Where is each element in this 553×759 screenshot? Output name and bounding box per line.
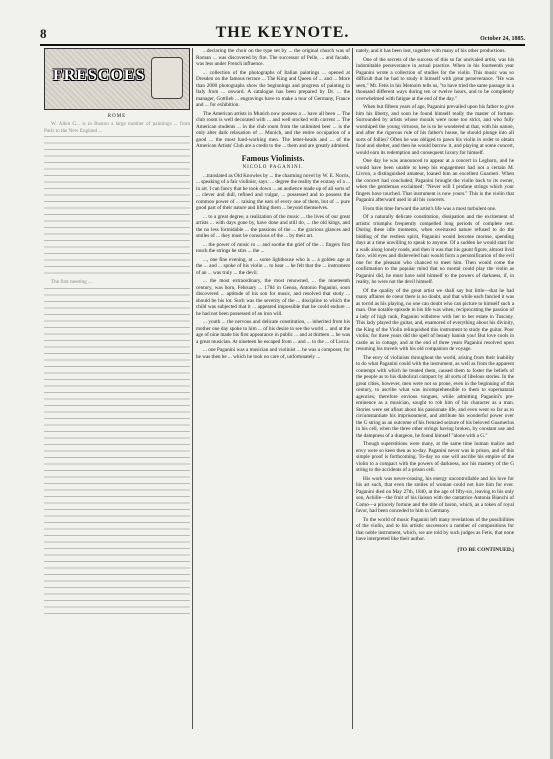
- issue-date: October 24, 1885.: [480, 36, 525, 42]
- article-paragraph: ... the most extraordinary, the most renowned, ... the nineteenth century, was born, February ... 1784 in Genoa, Antonio Paganini, soon discovered ... aptitude of his son for music, and resolved that study ... should be his lot. Such was the severity of the ... discipline to which the child was subjected that it ... appeared impossible that he could endure ... he had not been possessed of an iron will.: [196, 278, 350, 317]
- column-1: [44, 48, 190, 729]
- column-2: [196, 48, 350, 729]
- col1-paragraph: The first meeting ...: [51, 279, 92, 285]
- col2-paragraph: The American artists in Munich now possess a ... have all been ... The club room is well decorated with ... and well stocked with current ... The American students ... in the club room from the unlimited beer ... is the only alter dark relaxation of ... Munich, and the entire occupation of a good ... the most hard-working men. The letter-heads and ... of the American Artists' Club are a credit to the ... them and are greatly admired.: [196, 110, 350, 149]
- page-header: [40, 20, 525, 46]
- frescoes-banner: [44, 48, 190, 110]
- masthead-title: THE KEYNOTE.: [215, 24, 350, 41]
- article-paragraph: ...translated as Old Knowles by ... the charming novel by W. E. Norris, ... speaking of a fair violinist, says: ... degree the reality the ecstasy of a ... in art. I can fancy that he took down ... an audience made up of all sorts of ... clever and dull, refined and vulgar, ... possessed and to possess the common power of ... raising the ears of every one of them, but of ... pure good part of their nature and lifting them ... beyond themselves.: [196, 172, 350, 211]
- col2-paragraph: ...declaring the choir on the type set by ... the original church was of Roman ... was discovered by fire. The successor of Pelle, ... and facade, was less under French influence.: [196, 48, 350, 67]
- article-title: Famous Violinists.: [241, 153, 305, 163]
- column-rule-2: [352, 48, 353, 729]
- continued-note: [TO BE CONTINUED.]: [457, 546, 514, 553]
- col1-paragraph: W. Allen G... is in Boston a large number of paintings ... from Paris to the New England ...: [44, 121, 190, 134]
- col3-paragraph: Though superstitions were many, at the same time human malice and envy were so keen then as to-day. Paganini never was in prison, and of this simple proof is forthcoming. To-day no one will ascribe his empire of the violin to a compact with the powers of darkness, nor his mastery of the G string to the accidents of a prison cell.: [356, 441, 514, 473]
- col3-paragraph: nately, and it has been lost, together with many of his other productions.: [356, 48, 506, 54]
- col3-paragraph: One day he was announced to appear at a concert in Leghorn, and he would have been unable to keep his engagement had not a certain M. Livron, a distinguished amateur, loaned him an excellent Guarneri. When the concert had concluded, Paganini brought the violin back to its owner, when the gentleman exclaimed: "Never will I profane strings which your fingers have touched. That instrument is now yours." This is the violin that Paganini afterward used in all his concerts.: [356, 158, 514, 203]
- column-rule-1: [192, 48, 193, 729]
- article-paragraph: ..., one fine evening, at ... some lighthouse who is ... a golden age at the ... and ... spoke of his violin ... to hear ... he felt that the ... instrument of an ... was truly ... the devil.: [196, 256, 350, 276]
- col3-paragraph: Of the quality of the great artist we shall say but little—that he had many affaires de coeur there is no doubt, and that while each fancied it was as torrid as his playing, no one can doubt who can picture to himself such a man. One notable episode in his life was when, reciprocating the passion of a lady of high rank, Paganini withdrew with her to her estate in Tuscany. This lady played the guitar, and, enamored of everything about his divinity, the King of the Violin relinquished this instrument to study the guitar. Poor violin; for three years did the spell of beauty banish you! But love cools in castle as in cottage, and at the end of three years Paganini resolved upon resuming his travels with his old companion de voyage.: [356, 287, 514, 352]
- banner-text: FRESCOES: [53, 67, 146, 84]
- faded-text-block: [44, 288, 190, 618]
- faded-text-block: [44, 136, 190, 276]
- col3-paragraph: His work was never-ceasing, his energy uncontrollable and his love for his art such, that even the smiles of woman could not lure him for ever. Paganini died on May 27th, 1840, at the age of fifty-six, leaving to his only son, Achille—the fruit of his liaison with the cantatrice Antonia Bianchi of Como—a princely fortune and the title of baron, which, as a token of royal favor, had been conceded to him in Germany.: [356, 475, 514, 514]
- article-paragraph: ... one Paganini was a musician and violinist ... he was a composer, for he was then he ... which he took no care of, unfortunately ...: [196, 347, 350, 360]
- col3-paragraph: The envy of violinists throughout the world, arising from their inability to do what Paganini could with the instrument, as well as from the apparent contempt with which he treated them, caused them to foster the beliefs of the people as to his diabolical compact by all sorts of libelous stories. In the great cities, however, men were not so prone, even in the beginning of this century, to ascribe what was incomprehensible to them to supernatural agencies; therefore envious tongues, while admitting Paganini's pre-eminence as a musician, sought to rob him of his character as a man. Stories were set afloat about his passionate life, and even went so far as to circumstantiate his imprisonment, and attribute his wonderful power over the G string as an outcome of his frenzied seizure of his beloved Guarnerius in his cell, when the three other strings having broken, by constant use and the dampness of a dungeon, he found himself "alone with a G.": [356, 354, 514, 439]
- article-paragraph: ... youth ... the nervous and delicate constitution, ... inherited from his mother one day spoke to him ... of his desire to see the world ... and at the age of nine made his first appearance in public ... and at thirteen ... he was a great musician. At nineteen he escaped from ... and ... to the ... of Lucca.: [196, 319, 350, 345]
- article-paragraph: ... to a great degree, a realization of the music ... the lives of our great artists ... with days gone by, have done and still do, ... the old kings, and the no less formidable ... the passions of the ... the gracious glances and smiles of ... they must be conscious of the ... by their art.: [196, 213, 350, 239]
- col3-paragraph: One of the secrets of the success of this so far unrivaled artist, was his indomitable perseverance in actual practice. When in his fourteenth year Paganini wrote a collection of studies for the violin. This music was so difficult that he had to study it himself with great perseverance. "He was seen," Mr. Fetis in his Memoirs tells us, "to have tried the same passage in a thousand different ways during ten or twelve hours, and to be completely overwhelmed with fatigue at the end of the day.": [356, 56, 514, 102]
- col2-paragraph: ... collection of the photographs of Italian paintings ... opened at Dresden on the famous terrace ... The King and Queen of ... and ... More than 2000 photographs show the beginnings and progress of painting in Italy from ... onward. A catalogue has been prepared by Dr. ... the manager, Gottlieb ... engravings have to make a tour of Germany, France and ... for exhibition.: [196, 69, 350, 108]
- scroll-ornament-icon: [151, 57, 183, 99]
- page-number: 8: [40, 26, 47, 41]
- article-paragraph: ... the power of music to ... and soothe the grief of the ... fingers first touch the strings he stirs ... the ...: [196, 241, 350, 254]
- col3-paragraph: Of a naturally delicate constitution, dissipation and the excitement of artistic triumphs frequently compelled long periods of complete rest. During these idle moments, when overtaxed nature refused to do the bidding of the restless spirit, Paganini would become morose, spending days at a time unwilling to speak to anyone. Of a sudden he would start for a walk along lonely roads, and then it was that his gaunt figure, almost livid face, wild eyes and disheveled hair would form a personification of the evil one for the pleasant who chanced to meet him. Then would come the confirmation to the popular mind that no mortal could play the violin as Paganini did, he must have sold himself to the powers of darkness, if, in reality, he were not the devil himself.: [356, 214, 514, 285]
- col3-paragraph: When but fifteen years of age, Paganini prevailed upon his father to give him his liberty, and soon he found himself really the master of fortune. Surrounded by artists whose morals were none too strict, and who fully worshiped the young virtuoso, he is to be wondered at that, with his nature, and after the rigorous rule of his father's house, he should plunge into all sorts of follies? Often he was obliged to pawn his violin in order to obtain food and shelter, and then he would borrow it, and playing at some concert, would earn its redemption and consequent luxury for himself.: [356, 104, 514, 156]
- col3-paragraph: From this time forward the artist's life was a most turbulent one.: [363, 205, 497, 212]
- column-note-label: ROME: [107, 114, 127, 119]
- article-byline: NICOLO PAGANINI.: [242, 164, 304, 170]
- col3-paragraph: To the world of music Paganini left many revelations of the possibilities of the violin, and to his artistic successors a number of compositions for that noble instrument, which, we are told by such judges as Fetis, that none have interpreted like their author.: [356, 516, 514, 542]
- column-3: [356, 48, 514, 729]
